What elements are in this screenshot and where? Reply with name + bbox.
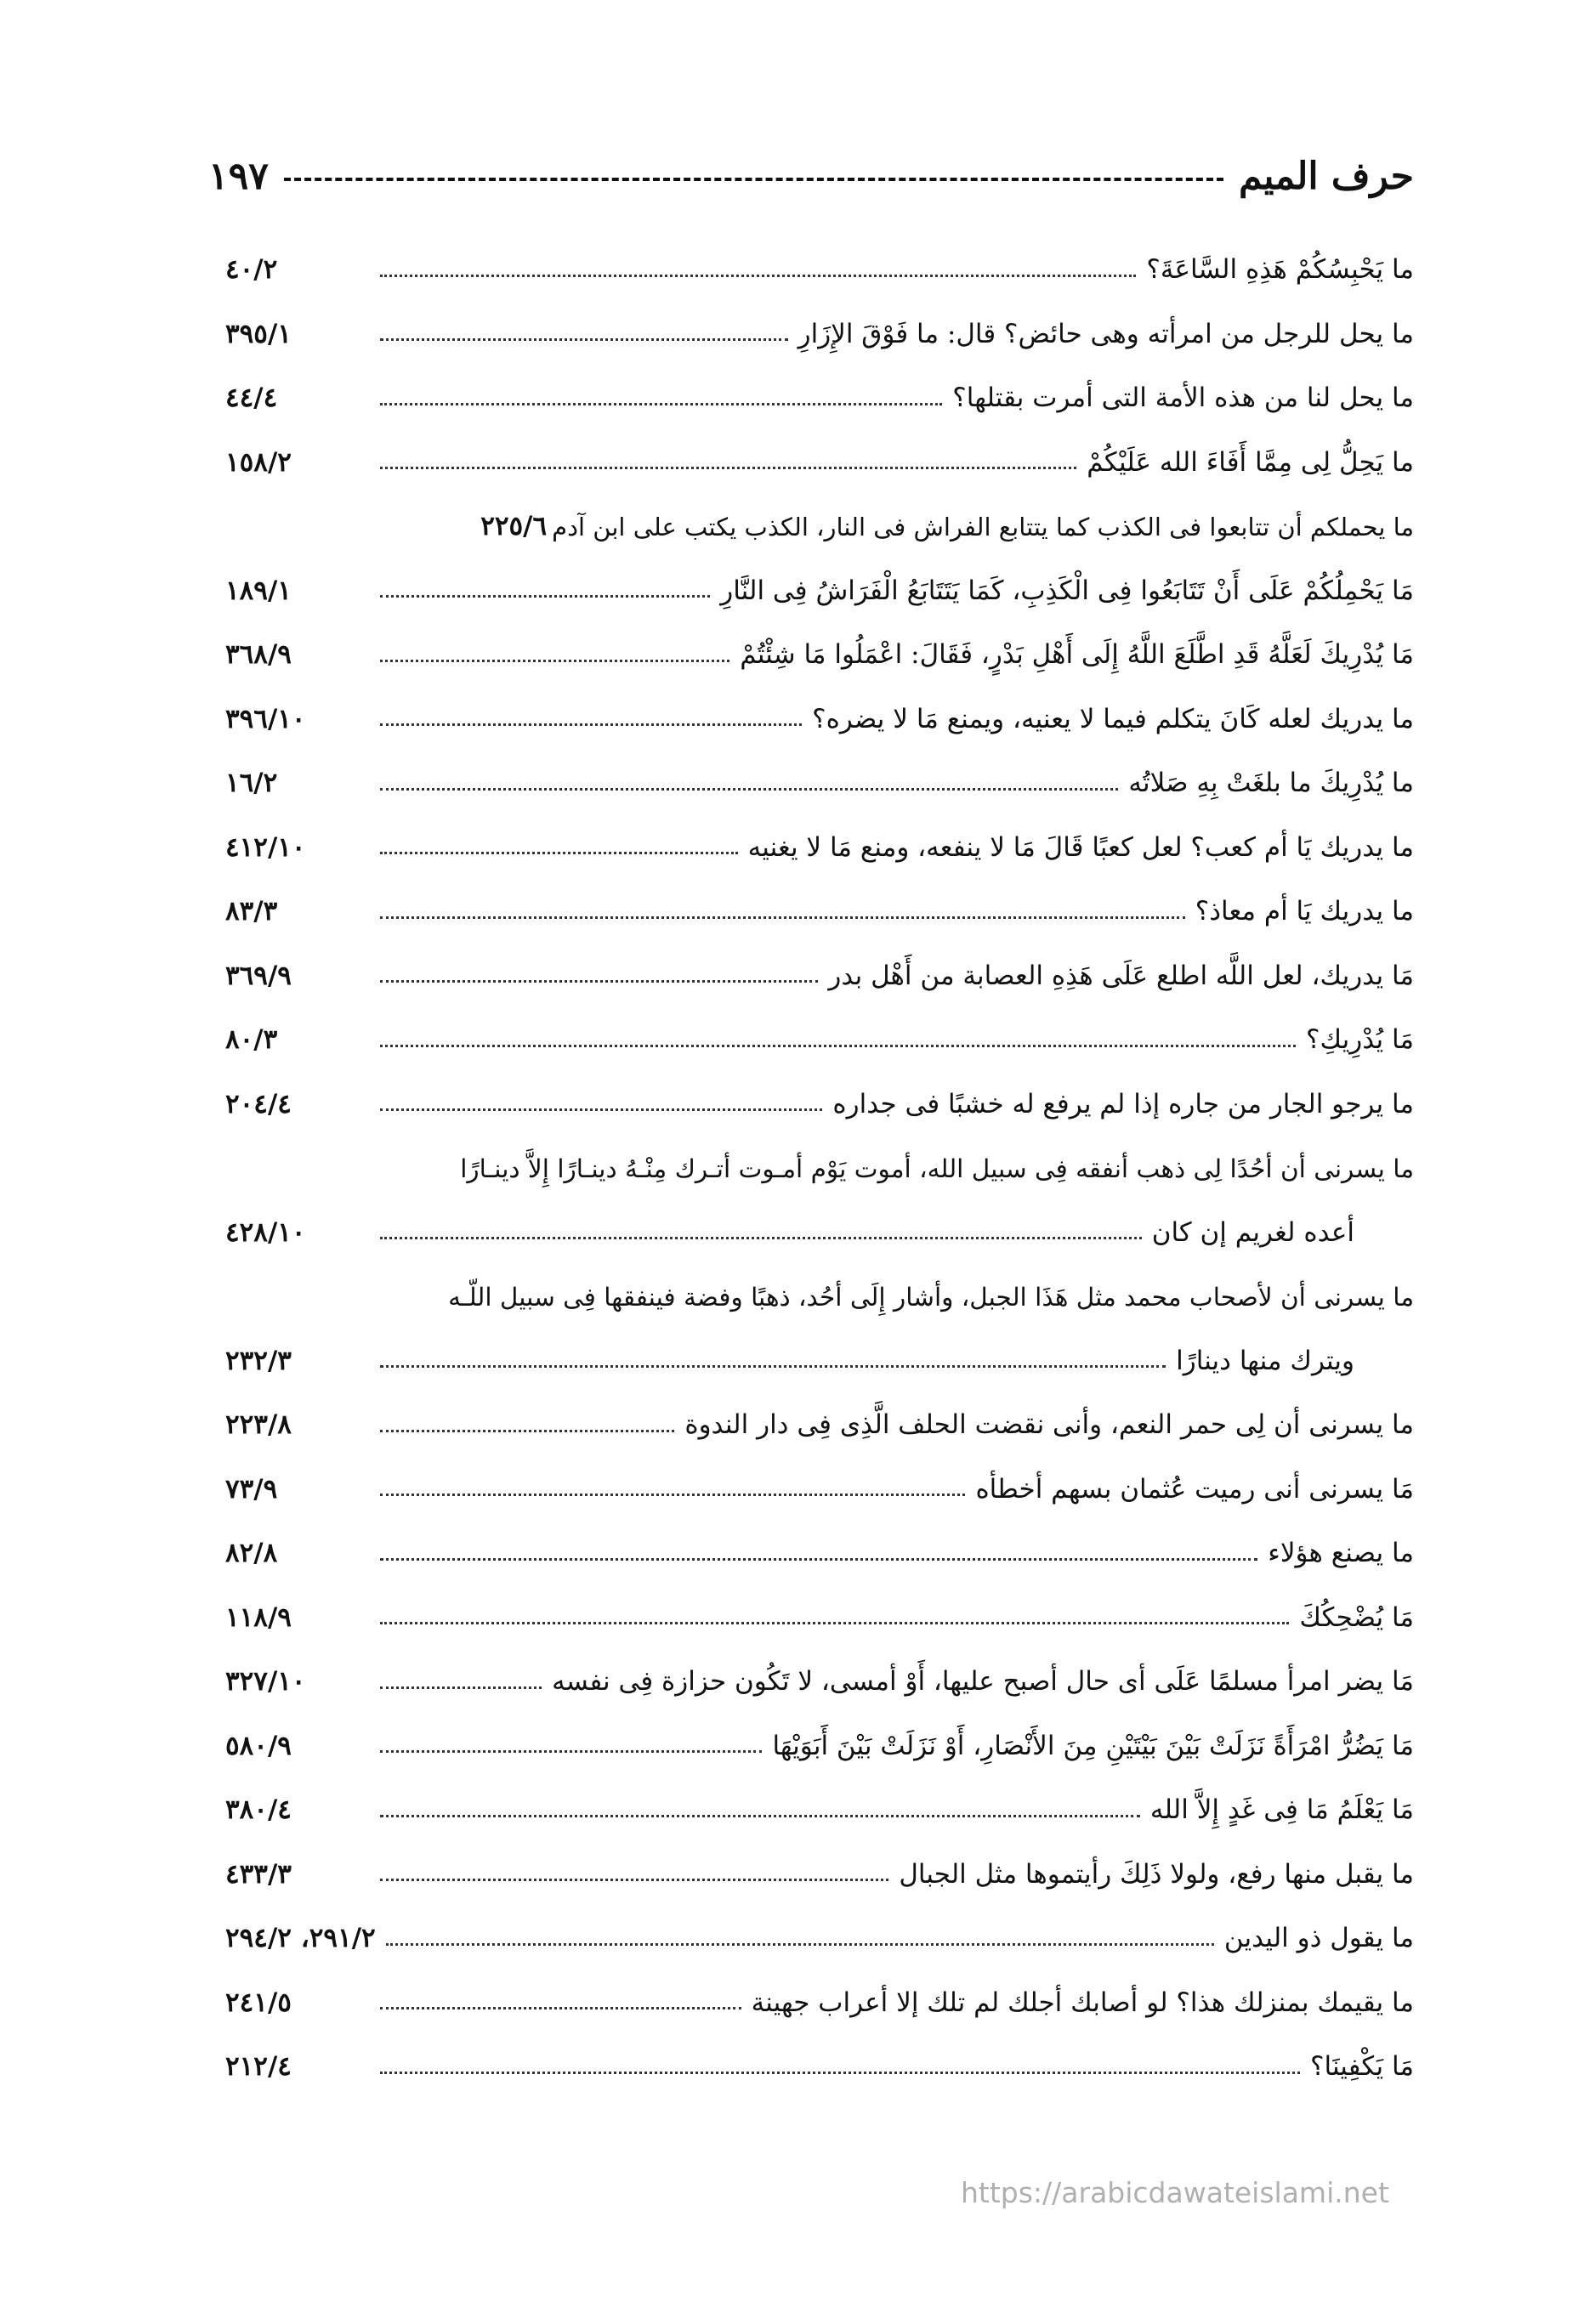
- entry-text: ما يصنع هؤلاء: [1268, 1538, 1414, 1569]
- entry-text: ما يُدْرِيكَ ما بلغَتْ بِهِ صَلاتُه: [1128, 768, 1414, 799]
- entry-reference: ٤١٢/١٠: [225, 831, 306, 863]
- dot-leader: [380, 1430, 674, 1432]
- entry-text: مَا يَعْلَمُ مَا فِى غَدٍ إِلاَّ الله: [1149, 1794, 1414, 1826]
- entry-text: مَا يدريك، لعل اللَّه اطلع عَلَى هَذِهِ العصابة من أَهْل بدر: [828, 960, 1414, 991]
- entry-text: ما يدريك لعله كَانَ يتكلم فيما لا يعنيه، ويمنع مَا لا يضره؟: [812, 703, 1414, 734]
- index-entry: [225, 1956, 1414, 2021]
- entry-reference: ١٦/٢: [225, 768, 278, 799]
- index-entry: [225, 1891, 1414, 1956]
- index-entry: [225, 1763, 1414, 1828]
- dot-leader: [380, 1750, 762, 1753]
- dot-leader: [380, 788, 1118, 791]
- dot-leader: [380, 1686, 542, 1689]
- page-title: حرف الميم: [1238, 154, 1414, 198]
- entry-reference: ٤٤/٤: [225, 383, 278, 414]
- index-entry: [225, 416, 1414, 480]
- entry-text: ما يقيمك بمنزلك هذا؟ لو أصابك أجلك لم تلك إلا أعراب جهينة: [751, 1987, 1414, 2018]
- entry-reference: ٣٦٩/٩: [225, 960, 292, 991]
- entry-text: ما يدريك يَا أم معاذ؟: [1195, 896, 1414, 927]
- entry-text: مَا يُدْرِيكِ؟: [1306, 1024, 1414, 1056]
- entry-text: مَا يُدْرِيكَ لَعَلَّهُ قَدِ اطَّلَعَ اللَّهُ إِلَى أَهْلِ بَدْرٍ، فَقَالَ: اعْمَلُوا مَا شِئْتُمْ: [740, 639, 1414, 671]
- entry-reference: ٢٣٢/٣: [225, 1345, 292, 1376]
- index-entry: [225, 801, 1414, 865]
- entry-reference: ٧٣/٩: [225, 1473, 278, 1505]
- entry-reference: ٨٠/٣: [225, 1024, 278, 1056]
- index-entries: [225, 223, 1414, 2084]
- index-entry: [225, 1828, 1414, 1892]
- index-entry: [225, 1057, 1414, 1122]
- dot-leader: [380, 1045, 1296, 1047]
- entry-reference: ٨٢/٨: [225, 1538, 278, 1569]
- dot-leader: [380, 1879, 888, 1881]
- index-entry: [225, 1571, 1414, 1635]
- page-number: ١٩٧: [208, 154, 269, 198]
- index-entry: [225, 1443, 1414, 1507]
- entry-text: مَا يسرنى أنى رميت عُثمان بسهم أخطأه: [975, 1473, 1414, 1505]
- index-entry: [225, 479, 1414, 544]
- entry-reference: ١٥٨/٢: [225, 446, 292, 478]
- entry-reference: ٣٨٠/٤: [225, 1794, 292, 1826]
- index-entry: [225, 608, 1414, 672]
- entry-text: ما يقول ذو اليدين: [1223, 1923, 1414, 1954]
- index-entry: [225, 736, 1414, 801]
- entry-text: ويترك منها دينارًا: [1176, 1345, 1354, 1376]
- entry-reference: ٤٢٨/١٠: [225, 1216, 306, 1248]
- multiline-entry-first-line: ما يسرنى أن لأصحاب محمد مثل هَذَا الجبل، وأشار إِلَى أحُد، ذهبًا وفضة فينفقها فِى سبيل اللّـه: [448, 1283, 1414, 1312]
- entry-reference: ٥٨٠/٩: [225, 1730, 292, 1761]
- entry-text: ما يقبل منها رفع، ولولا ذَلِكَ رأيتموها مثل الجبال: [899, 1858, 1414, 1890]
- index-entry: [225, 864, 1414, 929]
- dot-leader: [380, 1558, 1257, 1561]
- index-entry: [225, 1378, 1414, 1443]
- entry-reference: ٣٩٦/١٠: [225, 703, 306, 734]
- dot-leader: [380, 1365, 1166, 1368]
- entry-reference: ٤٣٣/٣: [225, 1858, 292, 1890]
- entry-reference: ٢٤١/٥: [225, 1987, 292, 2018]
- index-entry: [225, 351, 1414, 416]
- dot-leader: [380, 852, 738, 854]
- index-entry: [225, 544, 1414, 609]
- entry-reference: ٣٦٨/٩: [225, 639, 292, 671]
- dot-leader: [380, 595, 710, 598]
- index-entry: [225, 993, 1414, 1057]
- dot-leader: [380, 723, 802, 726]
- entry-text: ما يرجو الجار من جاره إذا لم يرفع له خشبًا فى جداره: [832, 1088, 1414, 1119]
- dot-leader: [380, 1494, 965, 1496]
- dot-leader: [380, 2007, 741, 2009]
- entry-text: ما يحل للرجل من امرأته وهى حائض؟ قال: ما فَوْقَ الإِزَارِ: [798, 318, 1414, 349]
- index-entry: [225, 1635, 1414, 1699]
- dot-leader: [380, 980, 818, 983]
- entry-text: مَا يَحْمِلُكُمْ عَلَى أَنْ تَتَابَعُوا فِى الْكَذِبِ، كَمَا يَتَتَابَعُ الْفَرَاشُ فِى النَّارِ: [720, 575, 1414, 606]
- dot-leader: [380, 467, 1076, 469]
- header-rule: [284, 178, 1223, 181]
- entry-text: ما يسرنى أن لِى حمر النعم، وأنى نقضت الحلف الَّذِى فِى دار الندوة: [684, 1409, 1414, 1441]
- entry-reference: ٢١٢/٤: [225, 2051, 292, 2083]
- dot-leader: [380, 1815, 1140, 1817]
- multiline-entry-continuation: [225, 1186, 1414, 1250]
- entry-reference: ٢٩١/٢، ٢٩٤/٢: [225, 1923, 376, 1954]
- entry-text: ما يَحِلُّ لِى مِمَّا أَفَاءَ الله عَلَيْكُمْ: [1087, 446, 1414, 478]
- dot-leader: [380, 916, 1185, 919]
- dot-leader: [386, 1943, 1214, 1946]
- multiline-entry-continuation: [225, 1314, 1414, 1379]
- entry-text: مَا يَكْفِينَا؟: [1310, 2051, 1414, 2083]
- multiline-entry-first-line: ما يسرنى أن أحُدًا لِى ذهب أنفقه فِى سبيل الله، أموت يَوْم أمـوت أتـرك مِنْـهُ دينـارًا إِلاَّ دينـارًا: [460, 1154, 1414, 1184]
- dot-leader: [380, 660, 729, 662]
- index-entry: [225, 223, 1414, 287]
- entry-text: ما يدريك يَا أم كعب؟ لعل كعبًا قَالَ مَا لا ينفعه، ومنع مَا لا يغنيه: [747, 831, 1414, 863]
- entry-text: مَا يضر امرأ مسلمًا عَلَى أى حال أصبح عليها، أَوْ أمسى، لا تَكُون حزازة فِى نفسه: [552, 1666, 1414, 1698]
- entry-reference: ٨٣/٣: [225, 896, 278, 927]
- entry-reference: ٣٢٧/١٠: [225, 1666, 306, 1698]
- entry-reference: ٢٢٥/٦: [480, 511, 548, 542]
- dot-leader: [380, 1108, 822, 1111]
- entry-text: ما يحملكم أن تتابعوا فى الكذب كما يتتابع الفراش فى النار، الكذب يكتب على ابن آدم: [552, 512, 1414, 541]
- entry-text: مَا يَضُرُّ امْرَأَةً نَزَلَتْ بَيْنَ بَيْتَيْنِ مِنَ الأَنْصَارِ، أَوْ نَزَلَتْ بَيْنَ أَبَوَيْهَا: [772, 1730, 1414, 1761]
- index-entry: [225, 287, 1414, 352]
- entry-reference: ٢٠٤/٤: [225, 1088, 292, 1119]
- entry-reference: ٣٩٥/١: [225, 318, 292, 349]
- entry-text: أعده لغريم إن كان: [1151, 1216, 1354, 1248]
- watermark-url: https://arabicdawateislami.net: [961, 2176, 1389, 2209]
- index-entry: [225, 1506, 1414, 1571]
- dot-leader: [380, 1237, 1142, 1239]
- dot-leader: [380, 403, 942, 405]
- index-entry: [225, 1699, 1414, 1764]
- entry-text: مَا يُضْحِكُكَ: [1299, 1601, 1414, 1633]
- entry-reference: ١٨٩/١: [225, 575, 292, 606]
- entry-reference: ١١٨/٩: [225, 1601, 292, 1633]
- entry-reference: ٤٠/٢: [225, 254, 278, 286]
- page-header: [208, 145, 1414, 207]
- dot-leader: [380, 275, 1136, 277]
- entry-text: ما يَحْبِسُكُمْ هَذِهِ السَّاعَةَ؟: [1146, 254, 1414, 286]
- entry-text: ما يحل لنا من هذه الأمة التى أمرت بقتلها؟: [952, 383, 1414, 414]
- index-entry: [225, 2020, 1414, 2084]
- index-entry: [225, 929, 1414, 994]
- entry-reference: ٢٢٣/٨: [225, 1409, 292, 1441]
- dot-leader: [380, 2072, 1300, 2074]
- dot-leader: [380, 1622, 1289, 1624]
- dot-leader: [380, 338, 788, 341]
- index-entry: [225, 672, 1414, 737]
